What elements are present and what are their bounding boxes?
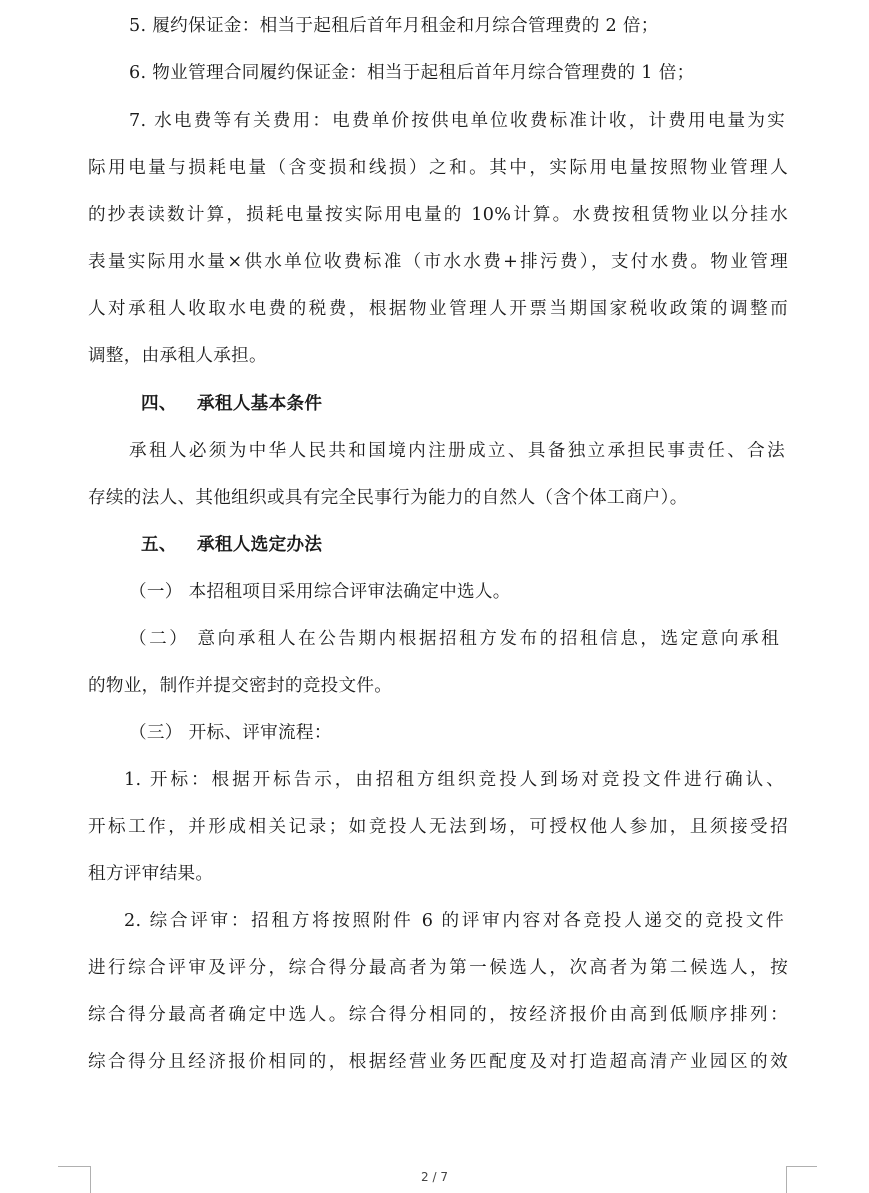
paragraph-line: （一） 本招租项目采用综合评审法确定中选人。 (129, 582, 511, 602)
paragraph-line: 存续的法人、其他组织或具有完全民事行为能力的自然人（含个体工商户）。 (88, 488, 688, 508)
paragraph-line: 表量实际用水量×供水单位收费标准（市水水费+排污费），支付水费。物业管理 (88, 252, 788, 272)
paragraph-line: 际用电量与损耗电量（含变损和线损）之和。其中，实际用电量按照物业管理人 (88, 158, 788, 178)
paragraph-line: 进行综合评审及评分，综合得分最高者为第一候选人，次高者为第二候选人，按 (88, 958, 788, 978)
section-number: 四、 (141, 394, 177, 414)
paragraph-line: 租方评审结果。 (88, 864, 214, 884)
section-title: 承租人基本条件 (197, 394, 323, 414)
paragraph-line: 综合得分且经济报价相同的，根据经营业务匹配度及对打造超高清产业园区的效 (88, 1052, 788, 1072)
section-title: 承租人选定办法 (197, 535, 323, 555)
paragraph-line: （三） 开标、评审流程： (129, 723, 332, 743)
page-number: 2 / 7 (421, 1170, 448, 1184)
paragraph-line: 7. 水电费等有关费用：电费单价按供电单位收费标准计收，计费用电量为实 (129, 111, 785, 131)
paragraph-line: （二） 意向承租人在公告期内根据招租方发布的招租信息，选定意向承租 (129, 629, 779, 649)
section-heading (141, 534, 841, 556)
paragraph-line: 调整，由承租人承担。 (88, 346, 267, 366)
paragraph-line: 开标工作，并形成相关记录；如竞投人无法到场，可授权他人参加，且须接受招 (88, 817, 788, 837)
paragraph-line: 承租人必须为中华人民共和国境内注册成立、具备独立承担民事责任、合法 (129, 441, 785, 461)
paragraph-line: 6. 物业管理合同履约保证金：相当于起租后首年月综合管理费的 1 倍； (129, 63, 695, 83)
paragraph-line: 1. 开标：根据开标告示，由招租方组织竞投人到场对竞投文件进行确认、 (124, 770, 784, 790)
section-heading (141, 393, 841, 415)
paragraph-line: 的物业，制作并提交密封的竞投文件。 (88, 676, 393, 696)
paragraph-line: 2. 综合评审：招租方将按照附件 6 的评审内容对各竞投人递交的竞投文件 (124, 911, 784, 931)
paragraph-line: 5. 履约保证金：相当于起租后首年月租金和月综合管理费的 2 倍； (129, 16, 659, 36)
paragraph-line: 的抄表读数计算，损耗电量按实际用电量的 10%计算。水费按租赁物业以分挂水 (88, 205, 788, 225)
paragraph-line: 人对承租人收取水电费的税费，根据物业管理人开票当期国家税收政策的调整而 (88, 299, 788, 319)
paragraph-line: 综合得分最高者确定中选人。综合得分相同的，按经济报价由高到低顺序排列： (88, 1005, 788, 1025)
section-number: 五、 (141, 535, 177, 555)
